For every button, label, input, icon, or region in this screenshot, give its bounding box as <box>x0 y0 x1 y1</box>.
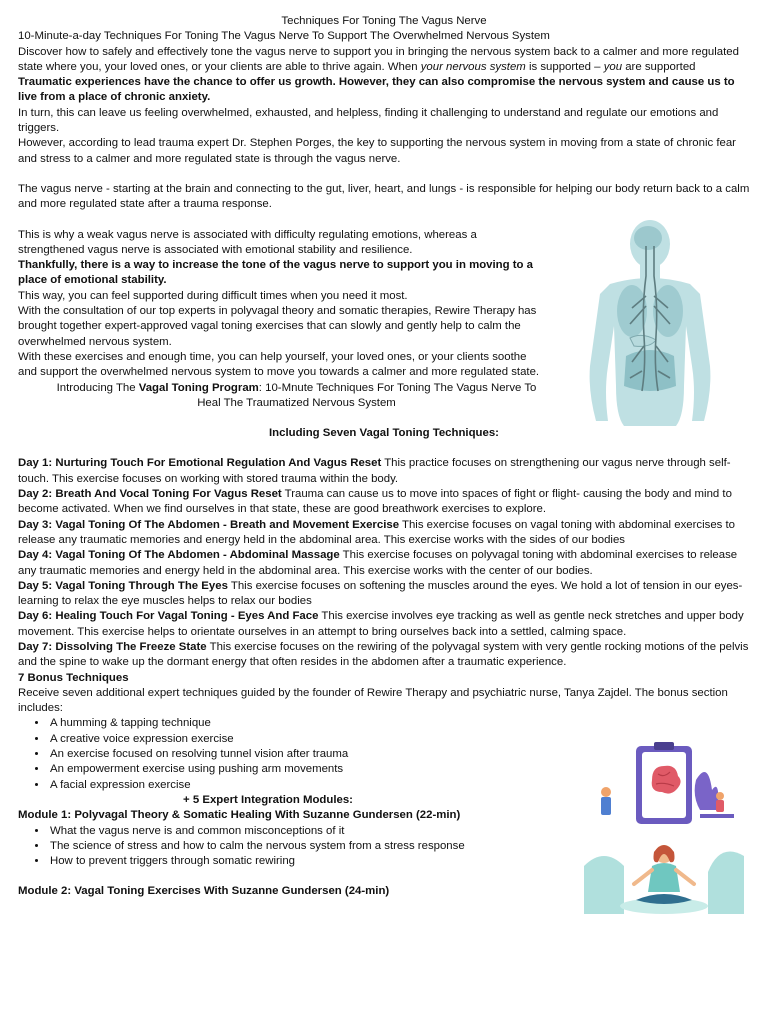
list-item: • What the vagus nerve is and common misconceptions of it <box>48 824 750 839</box>
module-1-title: Module 1: Polyvagal Theory & Somatic Healing With Suzanne Gundersen (22-min) <box>18 809 461 822</box>
list-item: • How to prevent triggers through somatic rewiring <box>48 854 750 869</box>
list-item: • A creative voice expression exercise <box>48 732 750 747</box>
day-item: Day 3: Vagal Toning Of The Abdomen - Breath and Movement Exercise This exercise focuses on vagal toning with abdominal exercises to release any traumatic memories and energy held in the abdominal area. This exercise works with the sides of our bodies <box>18 518 736 546</box>
program-intro: Introducing The Vagal Toning Program: 10-Mnute Techniques For Toning The Vagus Nerve To Heal The Traumatized Nervous System <box>56 381 537 409</box>
list-item: • The science of stress and how to calm the nervous system from a stress response <box>48 839 750 854</box>
modules-heading: + 5 Expert Integration Modules: <box>183 793 353 806</box>
vagus-nerve-body-illustration <box>572 216 747 426</box>
list-item: • An exercise focused on resolving tunnel vision after trauma <box>48 747 750 762</box>
paragraph-supported: This way, you can feel supported during difficult times when you need it most. <box>18 289 408 302</box>
paragraph-trauma: Traumatic experiences have the chance to offer us growth. However, they can also compromise the nervous system and cause us to live from a place of chronic anxiety. <box>18 76 735 104</box>
day-item: Day 7: Dissolving The Freeze State This exercise focuses on the rewiring of the polyvagal system with very gentle rocking motions of the pelvis and the spine to wake up the dormant energy that often resides in the abdomen after a traumatic experience. <box>18 640 749 669</box>
day-item: Day 6: Healing Touch For Vagal Toning - Eyes And Face This exercise involves eye tracking as well as gentle neck stretches and upper body movement. This exercise helps to orientate ourselves in an attempt to bring ourselves back into a settled, calming space. <box>18 610 744 638</box>
list-item: • An empowerment exercise using pushing arm movements <box>48 762 750 777</box>
paragraph-thankfully: Thankfully, there is a way to increase the tone of the vagus nerve to support you in moving to a place of emotional stability. <box>18 259 533 287</box>
day-item: Day 4: Vagal Toning Of The Abdomen - Abdominal Massage This exercise focuses on polyvagal toning with abdominal exercises to release any traumatic memories and energy held in the abdominal area. This exercise works with the center of our bodies. <box>18 549 738 577</box>
list-item: • A facial expression exercise <box>48 778 750 793</box>
bonus-heading: 7 Bonus Techniques <box>18 671 129 684</box>
paragraph-exercises: With these exercises and enough time, you can help yourself, your loved ones, or your clients soothe and support the overwhelmed nervous system to move you towards a calmer and more regulated state. <box>18 350 540 379</box>
paragraph-intro: Discover how to safely and effectively tone the vagus nerve to support you in bringing the nervous system back to a calmer and more regulated state where you, your loved ones, or your clients are able to thrive again. When your nervous system is supported – you are supported <box>18 45 739 73</box>
module-2-title: Module 2: Vagal Toning Exercises With Suzanne Gundersen (24-min) <box>18 885 390 898</box>
list-item: • A humming & tapping technique <box>48 716 750 731</box>
brain-clipboard-illustration <box>592 740 742 830</box>
meditation-illustration <box>584 836 744 914</box>
techniques-heading: Including Seven Vagal Toning Techniques: <box>269 427 499 440</box>
day-item: Day 1: Nurturing Touch For Emotional Regulation And Vagus Reset This practice focuses on strengthening our vagus nerve through self-touch. This exercise focuses on working with stored trauma within the body. <box>18 457 731 485</box>
day-item: Day 5: Vagal Toning Through The Eyes This exercise focuses on softening the muscles around the eyes. We hold a lot of tension in our eyes- learning to relax the eye muscles helps to relax our bodies <box>18 579 743 608</box>
paragraph-weak-vagus: This is why a weak vagus nerve is associated with difficulty regulating emotions, whereas a strengthened vagus nerve is associated with emotional stability and resilience. <box>18 228 477 256</box>
paragraph-porges: However, according to lead trauma expert Dr. Stephen Porges, the key to supporting the nervous system in moving from a state of chronic fear and stress to a calmer and more regulated state is through the vagus nerve. <box>18 137 736 165</box>
document-title: Techniques For Toning The Vagus Nerve <box>281 15 487 27</box>
bonus-intro: Receive seven additional expert techniques guided by the founder of Rewire Therapy and psychiatric nurse, Tanya Zajdel. The bonus section includes: <box>18 686 728 715</box>
paragraph-overwhelm: In turn, this can leave us feeling overwhelmed, exhausted, and helpless, finding it challenging to understand and regulate our emotions and triggers. <box>18 106 719 135</box>
paragraph-consultation: With the consultation of our top experts in polyvagal theory and somatic therapies, Rewire Therapy has brought together expert-approved vagal toning exercises that can slowly and gently help to calm the overwhelmed nervous system. <box>18 305 537 348</box>
paragraph-vagus: The vagus nerve - starting at the brain and connecting to the gut, liver, heart, and lungs - is responsible for helping our body return back to a calm and more regulated state after a trauma response. <box>18 182 750 211</box>
document-subtitle: 10-Minute-a-day Techniques For Toning The Vagus Nerve To Support The Overwhelmed Nervous System <box>18 30 550 43</box>
day-item: Day 2: Breath And Vocal Toning For Vagus Reset Trauma can cause us to move into spaces of fight or flight- causing the body and mind to become activated. When we find ourselves in that state, these are good breathwork exercises to explore. <box>18 488 732 516</box>
